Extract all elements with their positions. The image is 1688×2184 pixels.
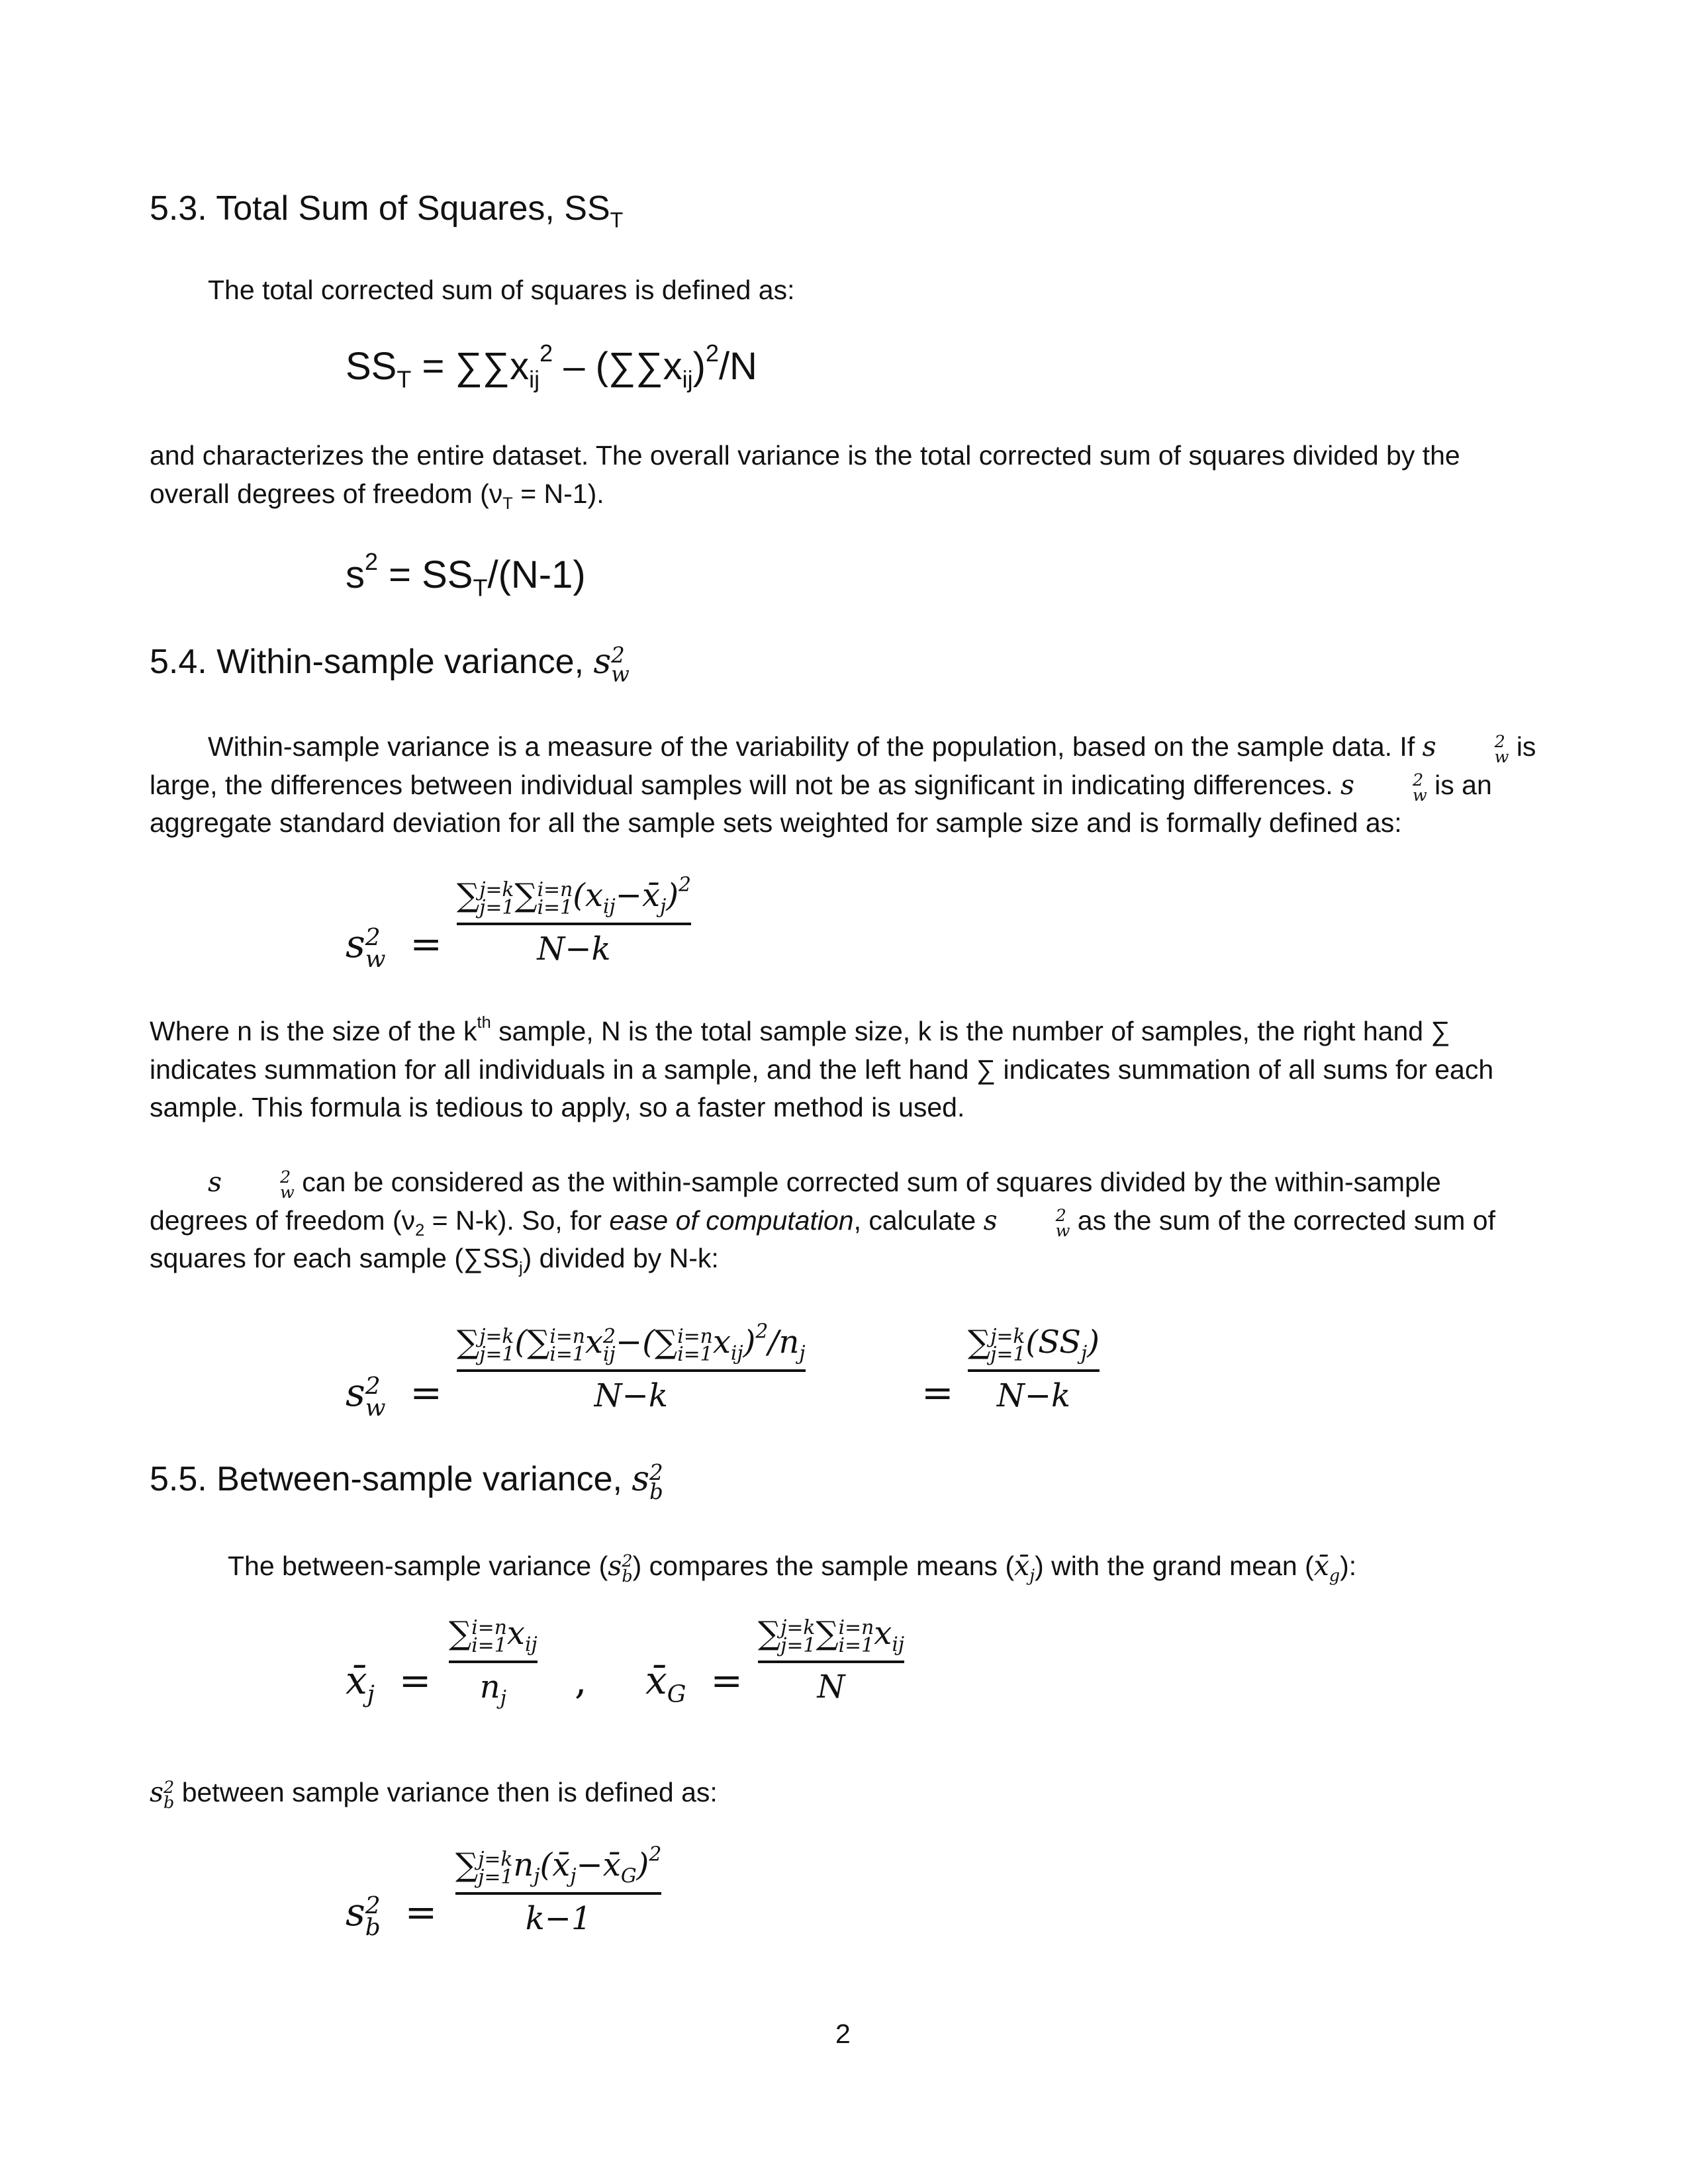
formula-a-bar: [457, 923, 691, 925]
formula-a-fraction: [457, 873, 691, 968]
formula-sb-bar: [455, 1892, 661, 1895]
formula-b-numerator: ∑ j=k j=1 (∑ i=n i=1 x 2 ij −(∑ i=n i=1 $x_{ij})^2/n_j$: [457, 1320, 806, 1366]
formula-sst: $SS_T = \sum\sum x_{ij}^2 - (\sum\sum x_{ij})^2/N$: [346, 340, 757, 393]
section-5-4-p1: Within-sample variance is a measure of the variability of the population, based on the sample data. If s 2 w is large, the differences between individual samples will not be as significant in indicating differences. s 2 w is an aggregate standard deviation for all the sample sets weighted for sample size and is formally defined as:: [150, 731, 1536, 838]
formula-b-fraction: [457, 1320, 806, 1415]
formula-a-lhs: s 2 w =: [346, 921, 443, 973]
formula-xj-bar: [449, 1661, 538, 1663]
section-5-4-p2: Where n is the size of the $k^{th}$ sample, N is the total sample size, k is the number of samples, the right hand ∑ indicates summation for all individuals in a sample, and the left hand ∑ indicates summation of all sums for each sample. This formula is tedious to apply, so a faster method is used.: [150, 1013, 1494, 1122]
formula-comma: ,: [575, 1658, 587, 1703]
formula-b-lhs: s 2 w =: [346, 1370, 443, 1422]
formula-b-bar: [457, 1369, 806, 1372]
section-5-5-defined: s 2 b between sample variance then is defined as:: [150, 1776, 718, 1813]
section-5-4-heading: 5.4. Within-sample variance, s 2 w: [150, 642, 630, 687]
formula-sb-lhs: s 2 b =: [346, 1889, 438, 1941]
section-5-5-intro: The between-sample variance (s 2 b ) compares the sample means $(x̄_j)$ with the grand mean $(x̄_g)$:: [228, 1550, 1357, 1586]
formula-xg-denominator: N: [817, 1668, 845, 1706]
formula-sb-fraction: [455, 1843, 662, 1938]
formula-c-bar: [968, 1369, 1100, 1372]
formula-xg-fraction: [758, 1615, 904, 1706]
formula-xg-lhs: $x̄_G$ =: [645, 1658, 743, 1708]
formula-xj-numerator: ∑ i=n i=1 $x_{ij}$: [449, 1615, 538, 1657]
section-5-4-p3: s 2 w can be considered as the within-sample corrected sum of squares divided by the within-sample degrees of freedom $(\nu_2 = N-k)$. So, for ease of computation, calculate s 2 w as the sum of the corrected sum of squares for each sample $(\sum SS_j)$ divided by N-k:: [150, 1166, 1496, 1277]
formula-c-fraction: [968, 1324, 1100, 1415]
formula-s2: $s^2 = SS_T/(N-1)$: [346, 548, 586, 602]
formula-sb-denominator: k−1: [525, 1899, 592, 1937]
formula-a-numerator: ∑ j=k j=1 ∑ i=n i=1 $(x_{ij}-x̄_j)^2$: [457, 873, 691, 919]
page-number: 2: [835, 2019, 851, 2049]
section-5-3-body: and characterizes the entire dataset. The overall variance is the total corrected sum of squares divided by the overall degrees of freedom $(\nu_T = N-1)$.: [150, 440, 1460, 513]
formula-xg-numerator: ∑ j=k j=1 ∑ i=n i=1 $x_{ij}$: [758, 1615, 905, 1657]
section-5-3-intro: The total corrected sum of squares is defined as:: [208, 275, 795, 305]
formula-b-equals: =: [921, 1370, 954, 1415]
formula-xg-bar: [758, 1661, 904, 1663]
formula-c-numerator: ∑ j=k j=1 $(SS_j)$: [968, 1324, 1100, 1366]
section-5-3-heading: 5.3. Total Sum of Squares, $SS_T$: [150, 189, 624, 232]
formula-a-denominator: N−k: [537, 930, 611, 968]
formula-b-denominator: N−k: [594, 1377, 668, 1414]
formula-xj-lhs: $x̄_j$ =: [346, 1658, 432, 1708]
formula-xj-denominator: $n_j$: [479, 1668, 506, 1710]
formula-xj-fraction: [449, 1615, 538, 1710]
formula-c-denominator: N−k: [996, 1377, 1071, 1414]
formula-sb-numerator: ∑ j=k j=1 $n_j(x̄_j-x̄_G)^2$: [455, 1843, 662, 1889]
section-5-5-heading: 5.5. Between-sample variance, s 2 b: [150, 1459, 663, 1504]
